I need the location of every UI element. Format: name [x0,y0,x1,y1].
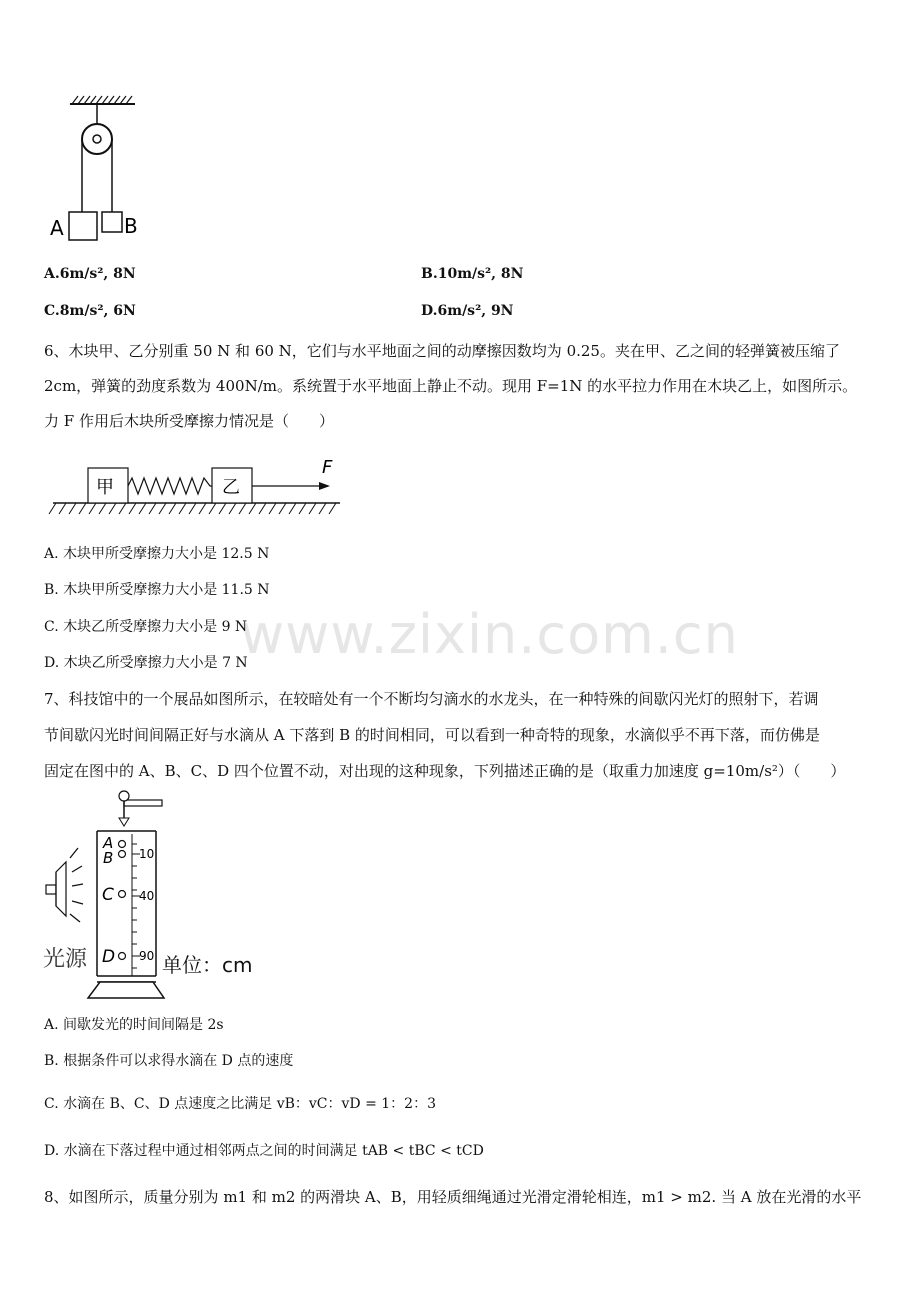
q7-option-c[interactable]: C. 水滴在 B、C、D 点速度之比满足 vB：vC：vD = 1：2：3 [44,1096,436,1112]
q6-option-b[interactable]: B. 木块甲所受摩擦力大小是 11.5 N [44,582,270,598]
drop-c [119,891,126,898]
label-b: B [124,214,138,238]
q7-text-line3: 固定在图中的 A、B、C、D 四个位置不动，对出现的这种现象，下列描述正确的是（取重力加速度 g=10m/s²）（ ） [44,762,846,780]
light-source-label: 光源 [43,947,88,972]
drop-d [119,953,126,960]
q6-option-d[interactable]: D. 木块乙所受摩擦力大小是 7 N [44,655,248,671]
svg-text:甲: 甲 [96,477,114,498]
svg-text:乙: 乙 [222,477,240,498]
pulley-figure [40,95,160,245]
q6-option-a[interactable]: A. 木块甲所受摩擦力大小是 12.5 N [44,546,270,562]
q7-text-line1: 7、科技馆中的一个展品如图所示，在较暗处有一个不断均匀滴水的水龙头，在一种特殊的间歇闪光灯的照射下，若调 [44,690,819,708]
q8-text-line1: 8、如图所示，质量分别为 m1 和 m2 的两滑块 A、B，用轻质细绳通过光滑定滑轮相连，m1 > m2. 当 A 放在光滑的水平 [44,1188,862,1206]
q6-option-c[interactable]: C. 木块乙所受摩擦力大小是 9 N [44,619,248,635]
watermark: www.zixin.com.cn [240,603,739,666]
label-a: A [50,216,64,240]
water-drop-figure [40,786,280,1006]
q7-text-line2: 节间歇闪光时间间隔正好与水滴从 A 下落到 B 的时间相同，可以看到一种奇特的现象，水滴似乎不再下落，而仿佛是 [44,726,820,744]
spring [128,478,212,494]
block-b [102,212,122,232]
q6-text-line3: 力 F 作用后木块所受摩擦力情况是（ ） [44,412,334,430]
q5-option-c[interactable]: C.8m/s², 6N [44,303,136,319]
q6-text-line2: 2cm，弹簧的劲度系数为 400N/m。系统置于水平地面上静止不动。现用 F=1N 的水平拉力作用在木块乙上，如图所示。 [44,377,858,395]
force-label: F [322,457,333,478]
q7-option-b[interactable]: B. 根据条件可以求得水滴在 D 点的速度 [44,1053,294,1069]
q7-option-d[interactable]: D. 水滴在下落过程中通过相邻两点之间的时间满足 tAB < tBC < tCD [44,1143,484,1159]
unit-label: 单位：cm [162,953,253,977]
svg-text:C: C [102,885,114,905]
svg-text:A: A [103,834,114,852]
svg-text:D: D [102,947,116,967]
tick-10: 10 [139,847,155,861]
q5-option-b[interactable]: B.10m/s², 8N [421,266,524,282]
drop-b [119,851,126,858]
tick-90: 90 [139,949,155,963]
svg-text:B: B [103,849,114,867]
q6-text-line1: 6、木块甲、乙分别重 50 N 和 60 N，它们与水平地面之间的动摩擦因数均为 0.25。夹在甲、乙之间的轻弹簧被压缩了 [44,342,840,360]
q5-option-a[interactable]: A.6m/s², 8N [44,266,136,282]
tick-40: 40 [139,889,155,903]
spring-blocks-figure [48,455,348,520]
drop-a [119,841,126,848]
q7-option-a[interactable]: A. 间歇发光的时间间隔是 2s [44,1017,224,1033]
q5-option-d[interactable]: D.6m/s², 9N [421,303,514,319]
block-a [69,212,97,240]
